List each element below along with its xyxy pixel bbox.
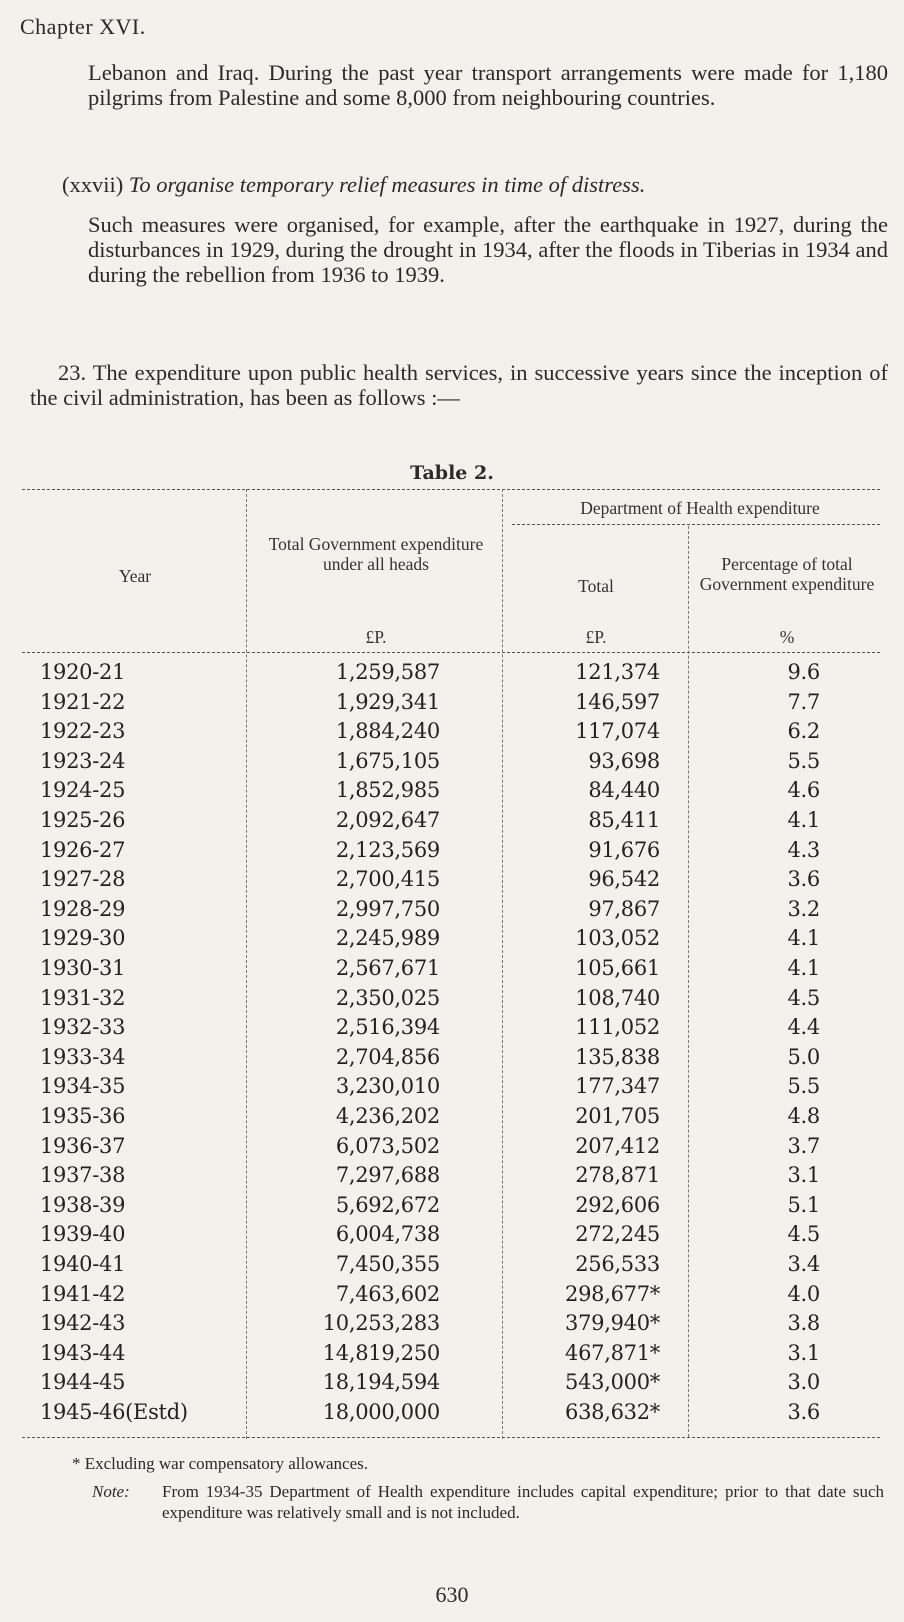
- cell-health-total: 207,412: [575, 1134, 660, 1158]
- cell-health-total: 121,374: [575, 660, 660, 684]
- cell-year: 1942-43: [40, 1311, 126, 1335]
- cell-total-government: 1,884,240: [335, 719, 440, 743]
- cell-total-government: 2,704,856: [335, 1045, 440, 1069]
- page-number: 630: [435, 1582, 469, 1607]
- cell-year: 1945-46(Estd): [40, 1400, 188, 1424]
- cell-percentage: 4.3: [787, 838, 820, 862]
- cell-year: 1935-36: [40, 1104, 126, 1128]
- cell-percentage: 3.1: [787, 1341, 820, 1365]
- cell-percentage: 9.6: [787, 660, 820, 684]
- cell-percentage: 3.2: [787, 897, 820, 921]
- cell-percentage: 5.1: [787, 1193, 820, 1217]
- cell-year: 1922-23: [40, 719, 126, 743]
- cell-health-total: 272,245: [575, 1222, 660, 1246]
- cell-health-total: 105,661: [575, 956, 660, 980]
- cell-percentage: 4.4: [787, 1015, 820, 1039]
- cell-year: 1937-38: [40, 1163, 126, 1187]
- table-top-rule: [22, 489, 880, 490]
- item-number: (xxvii): [62, 172, 124, 197]
- cell-year: 1933-34: [40, 1045, 126, 1069]
- cell-total-government: 7,297,688: [335, 1163, 440, 1187]
- unit-total-government: £P.: [365, 627, 387, 647]
- header-percentage: Percentage of total Government expenditure: [699, 554, 875, 594]
- cell-percentage: 5.0: [787, 1045, 820, 1069]
- cell-percentage: 4.1: [787, 956, 820, 980]
- cell-total-government: 7,463,602: [335, 1282, 440, 1306]
- cell-total-government: 6,073,502: [335, 1134, 440, 1158]
- cell-health-total: 298,677*: [565, 1282, 660, 1306]
- cell-year: 1925-26: [40, 808, 126, 832]
- cell-percentage: 3.6: [787, 1400, 820, 1424]
- cell-total-government: 3,230,010: [335, 1074, 440, 1098]
- cell-year: 1929-30: [40, 926, 126, 950]
- cell-total-government: 2,092,647: [335, 808, 440, 832]
- cell-health-total: 93,698: [588, 749, 660, 773]
- cell-percentage: 3.7: [787, 1134, 820, 1158]
- cell-health-total: 97,867: [588, 897, 660, 921]
- cell-total-government: 14,819,250: [322, 1341, 440, 1365]
- cell-percentage: 4.1: [787, 808, 820, 832]
- cell-total-government: 1,259,587: [335, 660, 440, 684]
- unit-dept-total: £P.: [585, 627, 607, 647]
- paragraph-expenditure-intro: 23. The expenditure upon public health services, in successive years since the inception of the civil administration, has been as follows :—: [30, 360, 888, 410]
- cell-total-government: 7,450,355: [335, 1252, 440, 1276]
- cell-year: 1941-42: [40, 1282, 126, 1306]
- cell-health-total: 379,940*: [565, 1311, 660, 1335]
- cell-year: 1939-40: [40, 1222, 126, 1246]
- cell-total-government: 2,700,415: [335, 867, 440, 891]
- cell-health-total: 117,074: [575, 719, 660, 743]
- cell-health-total: 91,676: [588, 838, 660, 862]
- group-header-rule: [512, 524, 880, 525]
- cell-percentage: 3.1: [787, 1163, 820, 1187]
- chapter-heading: Chapter XVI.: [20, 14, 146, 39]
- cell-percentage: 3.0: [787, 1370, 820, 1394]
- cell-year: 1927-28: [40, 867, 126, 891]
- cell-percentage: 7.7: [787, 690, 820, 714]
- cell-year: 1926-27: [40, 838, 126, 862]
- cell-health-total: 543,000*: [565, 1370, 660, 1394]
- cell-percentage: 3.8: [787, 1311, 820, 1335]
- cell-year: 1936-37: [40, 1134, 126, 1158]
- cell-total-government: 6,004,738: [335, 1222, 440, 1246]
- cell-percentage: 3.4: [787, 1252, 820, 1276]
- cell-percentage: 5.5: [787, 1074, 820, 1098]
- note-text: From 1934-35 Department of Health expenditure includes capital expenditure; prior to that date such expenditure was relatively small and is not included.: [162, 1482, 884, 1522]
- header-total-government: Total Government expenditure under all heads: [268, 534, 484, 574]
- footnote-asterisk: * Excluding war compensatory allowances.: [72, 1454, 368, 1473]
- cell-total-government: 18,194,594: [322, 1370, 440, 1394]
- column-divider-3: [688, 526, 689, 1437]
- cell-total-government: 2,567,671: [335, 956, 440, 980]
- item-heading-text: To organise temporary relief measures in time of distress.: [128, 172, 646, 197]
- table-title: Table 2.: [410, 462, 494, 484]
- header-year: Year: [118, 566, 152, 586]
- relief-item-heading: [62, 172, 888, 197]
- cell-total-government: 2,245,989: [335, 926, 440, 950]
- cell-total-government: 18,000,000: [322, 1400, 440, 1424]
- paragraph-relief-measures: Such measures were organised, for example, after the earthquake in 1927, during the disturbances in 1929, during the drought in 1934, after the floods in Tiberias in 1934 and during the rebellion from 1936 to 1939.: [88, 212, 888, 287]
- cell-percentage: 6.2: [787, 719, 820, 743]
- header-department-of-health: Department of Health expenditure: [580, 498, 820, 518]
- cell-health-total: 108,740: [575, 986, 660, 1010]
- cell-health-total: 201,705: [575, 1104, 660, 1128]
- cell-percentage: 4.5: [787, 986, 820, 1010]
- cell-total-government: 2,997,750: [335, 897, 440, 921]
- cell-percentage: 3.6: [787, 867, 820, 891]
- column-divider-1: [246, 489, 247, 1439]
- cell-health-total: 85,411: [588, 808, 660, 832]
- cell-health-total: 84,440: [588, 778, 660, 802]
- cell-health-total: 177,347: [575, 1074, 660, 1098]
- cell-percentage: 4.6: [787, 778, 820, 802]
- cell-year: 1921-22: [40, 690, 126, 714]
- cell-health-total: 292,606: [575, 1193, 660, 1217]
- cell-percentage: 5.5: [787, 749, 820, 773]
- cell-total-government: 1,929,341: [335, 690, 440, 714]
- cell-total-government: 2,350,025: [335, 986, 440, 1010]
- cell-percentage: 4.5: [787, 1222, 820, 1246]
- cell-year: 1924-25: [40, 778, 126, 802]
- cell-total-government: 10,253,283: [322, 1311, 440, 1335]
- cell-percentage: 4.0: [787, 1282, 820, 1306]
- cell-health-total: 103,052: [575, 926, 660, 950]
- cell-health-total: 256,533: [575, 1252, 660, 1276]
- unit-percentage: %: [779, 627, 795, 647]
- cell-health-total: 96,542: [588, 867, 660, 891]
- cell-health-total: 135,838: [575, 1045, 660, 1069]
- note-label: Note:: [92, 1482, 130, 1501]
- cell-year: 1940-41: [40, 1252, 126, 1276]
- cell-total-government: 1,675,105: [335, 749, 440, 773]
- cell-health-total: 638,632*: [565, 1400, 660, 1424]
- cell-year: 1943-44: [40, 1341, 126, 1365]
- cell-year: 1932-33: [40, 1015, 126, 1039]
- cell-year: 1930-31: [40, 956, 126, 980]
- header-bottom-rule: [22, 652, 880, 653]
- cell-year: 1934-35: [40, 1074, 126, 1098]
- cell-health-total: 467,871*: [565, 1341, 660, 1365]
- cell-year: 1944-45: [40, 1370, 126, 1394]
- cell-health-total: 111,052: [575, 1015, 660, 1039]
- table-bottom-rule: [22, 1437, 880, 1438]
- cell-year: 1923-24: [40, 749, 126, 773]
- cell-percentage: 4.1: [787, 926, 820, 950]
- cell-year: 1938-39: [40, 1193, 126, 1217]
- cell-year: 1920-21: [40, 660, 126, 684]
- cell-health-total: 146,597: [575, 690, 660, 714]
- cell-total-government: 2,516,394: [335, 1015, 440, 1039]
- paragraph-pilgrims: Lebanon and Iraq. During the past year transport arrangements were made for 1,180 pilgrims from Palestine and some 8,000 from neighbouring countries.: [88, 60, 888, 110]
- cell-year: 1928-29: [40, 897, 126, 921]
- cell-percentage: 4.8: [787, 1104, 820, 1128]
- cell-total-government: 4,236,202: [335, 1104, 440, 1128]
- cell-total-government: 1,852,985: [335, 778, 440, 802]
- cell-health-total: 278,871: [575, 1163, 660, 1187]
- cell-total-government: 5,692,672: [335, 1193, 440, 1217]
- cell-total-government: 2,123,569: [335, 838, 440, 862]
- header-dept-total: Total: [578, 576, 614, 596]
- cell-year: 1931-32: [40, 986, 126, 1010]
